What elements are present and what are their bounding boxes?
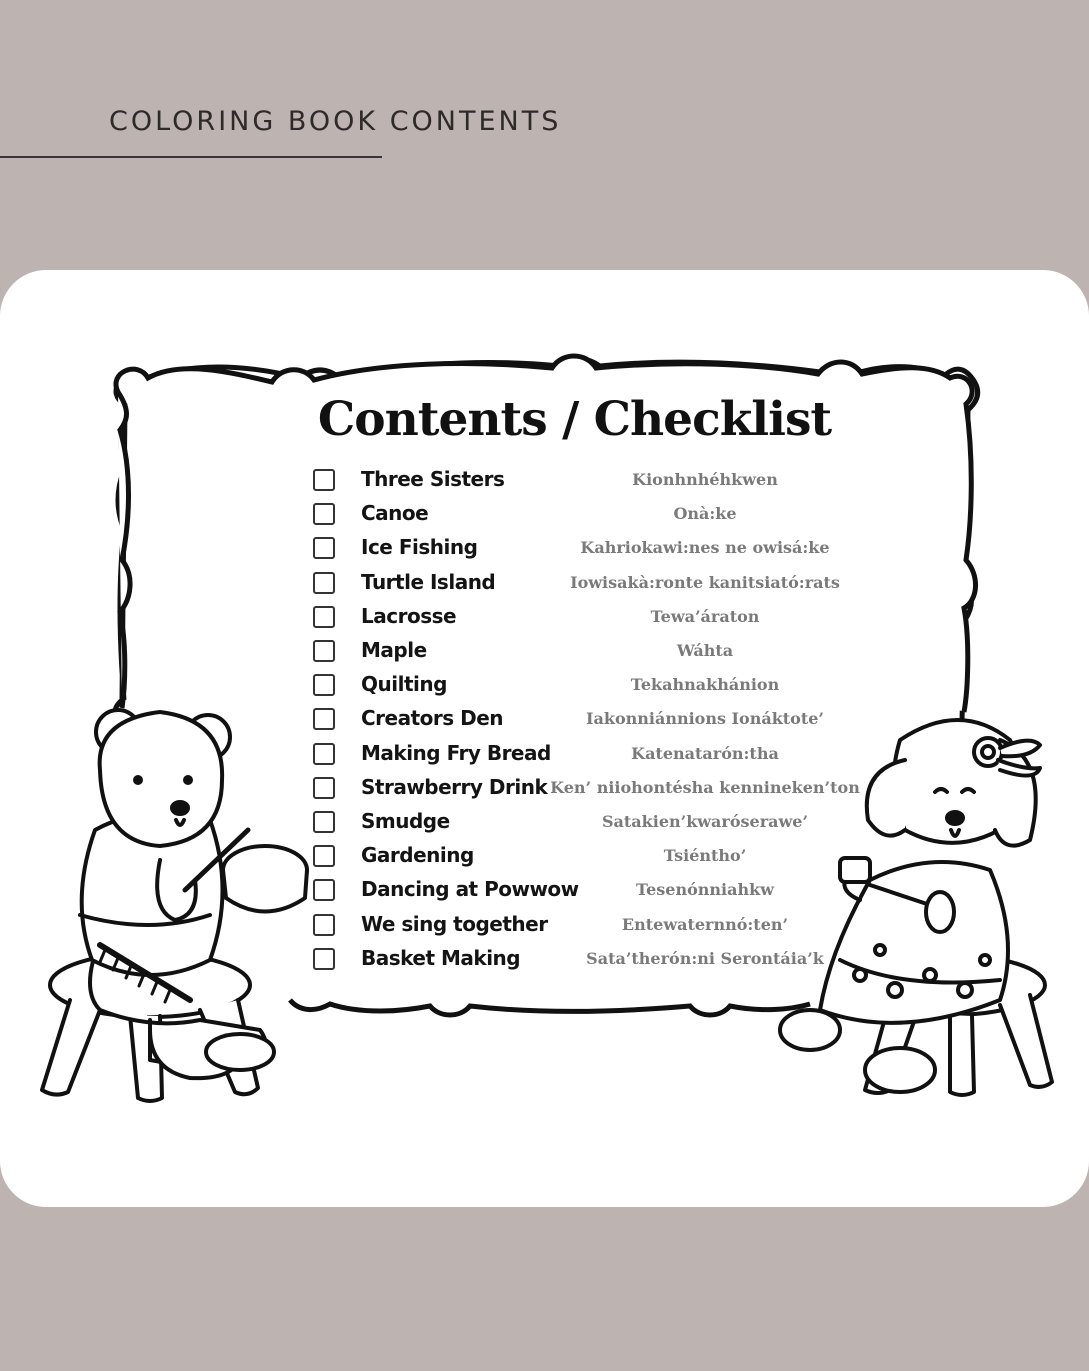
checkbox[interactable]: [313, 537, 335, 559]
checklist-row: [0, 809, 1089, 843]
item-english-label: Dancing at Powwow: [361, 877, 579, 902]
item-mohawk-label: Iakonniánnions Ionáktote’: [586, 709, 824, 729]
checklist-row: [0, 638, 1089, 672]
checklist-row: [0, 570, 1089, 604]
item-english-label: Lacrosse: [361, 603, 457, 628]
checkbox[interactable]: [313, 640, 335, 662]
checklist-row: [0, 741, 1089, 775]
checkbox[interactable]: [313, 948, 335, 970]
item-mohawk-label: Sata’therón:ni Serontáia’k: [586, 948, 824, 968]
item-mohawk-label: Wáhta: [676, 641, 734, 660]
item-mohawk-label: Kahriokawi:nes ne owisá:ke: [580, 538, 830, 558]
checkbox[interactable]: [313, 606, 335, 628]
item-mohawk-label: Satakien’kwaróserawe’: [601, 812, 809, 831]
item-english-label: Creators Den: [361, 706, 504, 731]
checkbox[interactable]: [313, 674, 335, 696]
checklist-row: [0, 912, 1089, 946]
item-mohawk-label: Tewa’áraton: [650, 606, 760, 626]
item-mohawk-label: Entewaternnó:ten’: [621, 914, 789, 934]
item-english-label: Ice Fishing: [361, 535, 478, 560]
page-heading: COLORING BOOK CONTENTS: [109, 106, 562, 137]
item-mohawk-label: Katenatarón:tha: [631, 743, 779, 763]
checkbox[interactable]: [313, 469, 335, 491]
item-mohawk-label: Onà:ke: [673, 504, 737, 524]
item-english-label: Maple: [361, 638, 427, 662]
checkbox[interactable]: [313, 708, 335, 730]
item-mohawk-label: Iowisakà:ronte kanitsiató:rats: [570, 572, 840, 592]
item-mohawk-label: Tesenónniahkw: [636, 880, 774, 900]
item-english-label: Turtle Island: [361, 569, 496, 594]
item-mohawk-label: Ken’ niiohontésha kennineken’ton: [550, 777, 860, 797]
checklist-row: [0, 706, 1089, 740]
item-english-label: Quilting: [361, 672, 447, 697]
checklist-row: [0, 877, 1089, 911]
checkbox[interactable]: [313, 845, 335, 867]
checklist-row: [0, 467, 1089, 501]
item-english-label: Strawberry Drink: [361, 774, 548, 799]
item-english-label: Making Fry Bread: [361, 740, 551, 765]
item-mohawk-label: Tsiéntho’: [663, 846, 747, 866]
checkbox[interactable]: [313, 879, 335, 901]
checklist-row: [0, 672, 1089, 706]
item-english-label: Basket Making: [361, 945, 521, 970]
item-english-label: Canoe: [361, 501, 429, 526]
checkbox[interactable]: [313, 811, 335, 833]
item-mohawk-label: Kionhnhéhkwen: [632, 470, 778, 489]
item-english-label: We sing together: [361, 911, 548, 936]
item-english-label: Three Sisters: [361, 467, 505, 491]
checklist-row: [0, 946, 1089, 980]
checklist-title: Contents / Checklist: [317, 392, 832, 447]
checkbox[interactable]: [313, 914, 335, 936]
item-mohawk-label: Tekahnakhánion: [630, 675, 780, 695]
checklist-row: [0, 535, 1089, 569]
checklist-row: [0, 501, 1089, 535]
frame-bottom: [290, 1000, 810, 1015]
checklist-row: [0, 843, 1089, 877]
item-english-label: Smudge: [361, 809, 450, 833]
checkbox[interactable]: [313, 743, 335, 765]
checkbox[interactable]: [313, 777, 335, 799]
checkbox[interactable]: [313, 572, 335, 594]
item-english-label: Gardening: [361, 843, 474, 868]
checklist-row: [0, 604, 1089, 638]
checklist-row: [0, 775, 1089, 809]
checkbox[interactable]: [313, 503, 335, 525]
